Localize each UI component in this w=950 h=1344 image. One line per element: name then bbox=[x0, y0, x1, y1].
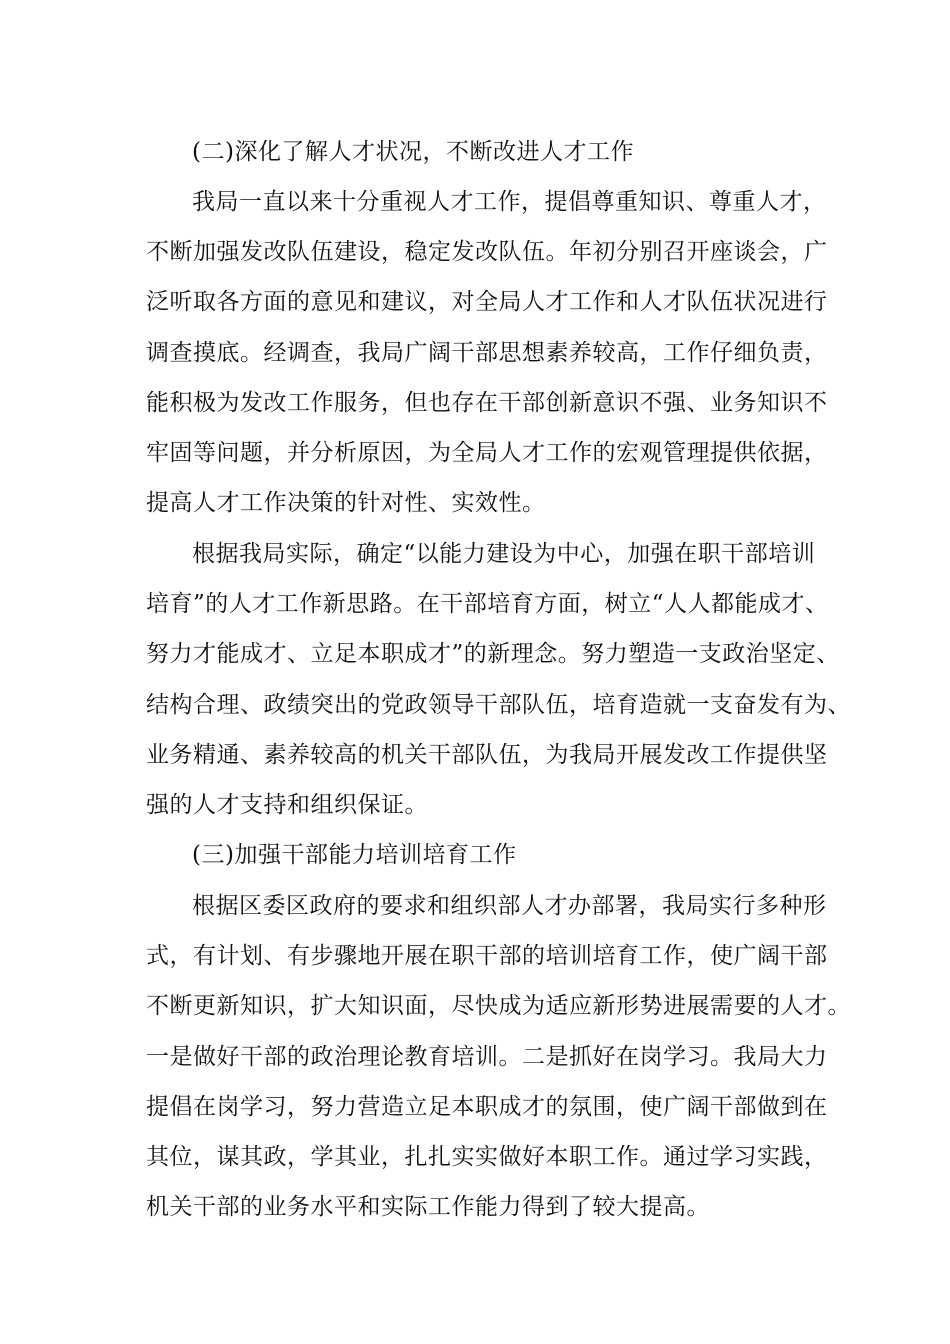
section-heading-2: (二)深化了解人才状况，不断改进人才工作 bbox=[192, 139, 634, 165]
paragraph-3-line-5: 提倡在岗学习，努力营造立足本职成才的氛围，使广阔干部做到在 bbox=[146, 1094, 828, 1120]
paragraph-2-line-3: 努力才能成才、立足本职成才”的新理念。努力塑造一支政治坚定、 bbox=[146, 641, 840, 667]
paragraph-1-line-4: 调查摸底。经调查，我局广阔干部思想素养较高，工作仔细负责， bbox=[146, 340, 828, 366]
paragraph-1-line-2: 不断加强发改队伍建设，稳定发改队伍。年初分别召开座谈会，广 bbox=[146, 239, 828, 265]
paragraph-1-line-6: 牢固等问题，并分析原因，为全局人才工作的宏观管理提供依据， bbox=[146, 440, 828, 466]
paragraph-2-line-2: 培育”的人才工作新思路。在干部培育方面，树立“人人都能成才、 bbox=[146, 591, 829, 617]
paragraph-3-line-6: 其位，谋其政，学其业，扎扎实实做好本职工作。通过学习实践， bbox=[146, 1144, 828, 1170]
paragraph-3-line-2: 式，有计划、有步骤地开展在职干部的培训培育工作，使广阔干部 bbox=[146, 943, 828, 969]
paragraph-2-line-4: 结构合理、政绩突出的党政领导干部队伍，培育造就一支奋发有为、 bbox=[146, 692, 851, 718]
paragraph-3-line-7: 机关干部的业务水平和实际工作能力得到了较大提高。 bbox=[146, 1194, 710, 1220]
paragraph-1-line-1: 我局一直以来十分重视人才工作，提倡尊重知识、尊重人才， bbox=[192, 189, 827, 215]
paragraph-1-line-5: 能积极为发改工作服务，但也存在干部创新意识不强、业务知识不 bbox=[146, 390, 828, 416]
paragraph-3-line-4: 一是做好干部的政治理论教育培训。二是抓好在岗学习。我局大力 bbox=[146, 1044, 828, 1070]
paragraph-3-line-1: 根据区委区政府的要求和组织部人才办部署，我局实行多种形 bbox=[192, 893, 827, 919]
paragraph-2-line-5: 业务精通、素养较高的机关干部队伍，为我局开展发改工作提供坚 bbox=[146, 742, 828, 768]
paragraph-1-line-3: 泛听取各方面的意见和建议，对全局人才工作和人才队伍状况进行 bbox=[146, 289, 828, 315]
paragraph-3-line-3: 不断更新知识，扩大知识面，尽快成为适应新形势进展需要的人才。 bbox=[146, 993, 851, 1019]
paragraph-1-line-7: 提高人才工作决策的针对性、实效性。 bbox=[146, 490, 546, 516]
section-heading-3: (三)加强干部能力培训培育工作 bbox=[192, 842, 517, 868]
paragraph-2-line-1: 根据我局实际，确定“以能力建设为中心，加强在职干部培训 bbox=[192, 541, 816, 567]
paragraph-2-line-6: 强的人才支持和组织保证。 bbox=[146, 792, 428, 818]
